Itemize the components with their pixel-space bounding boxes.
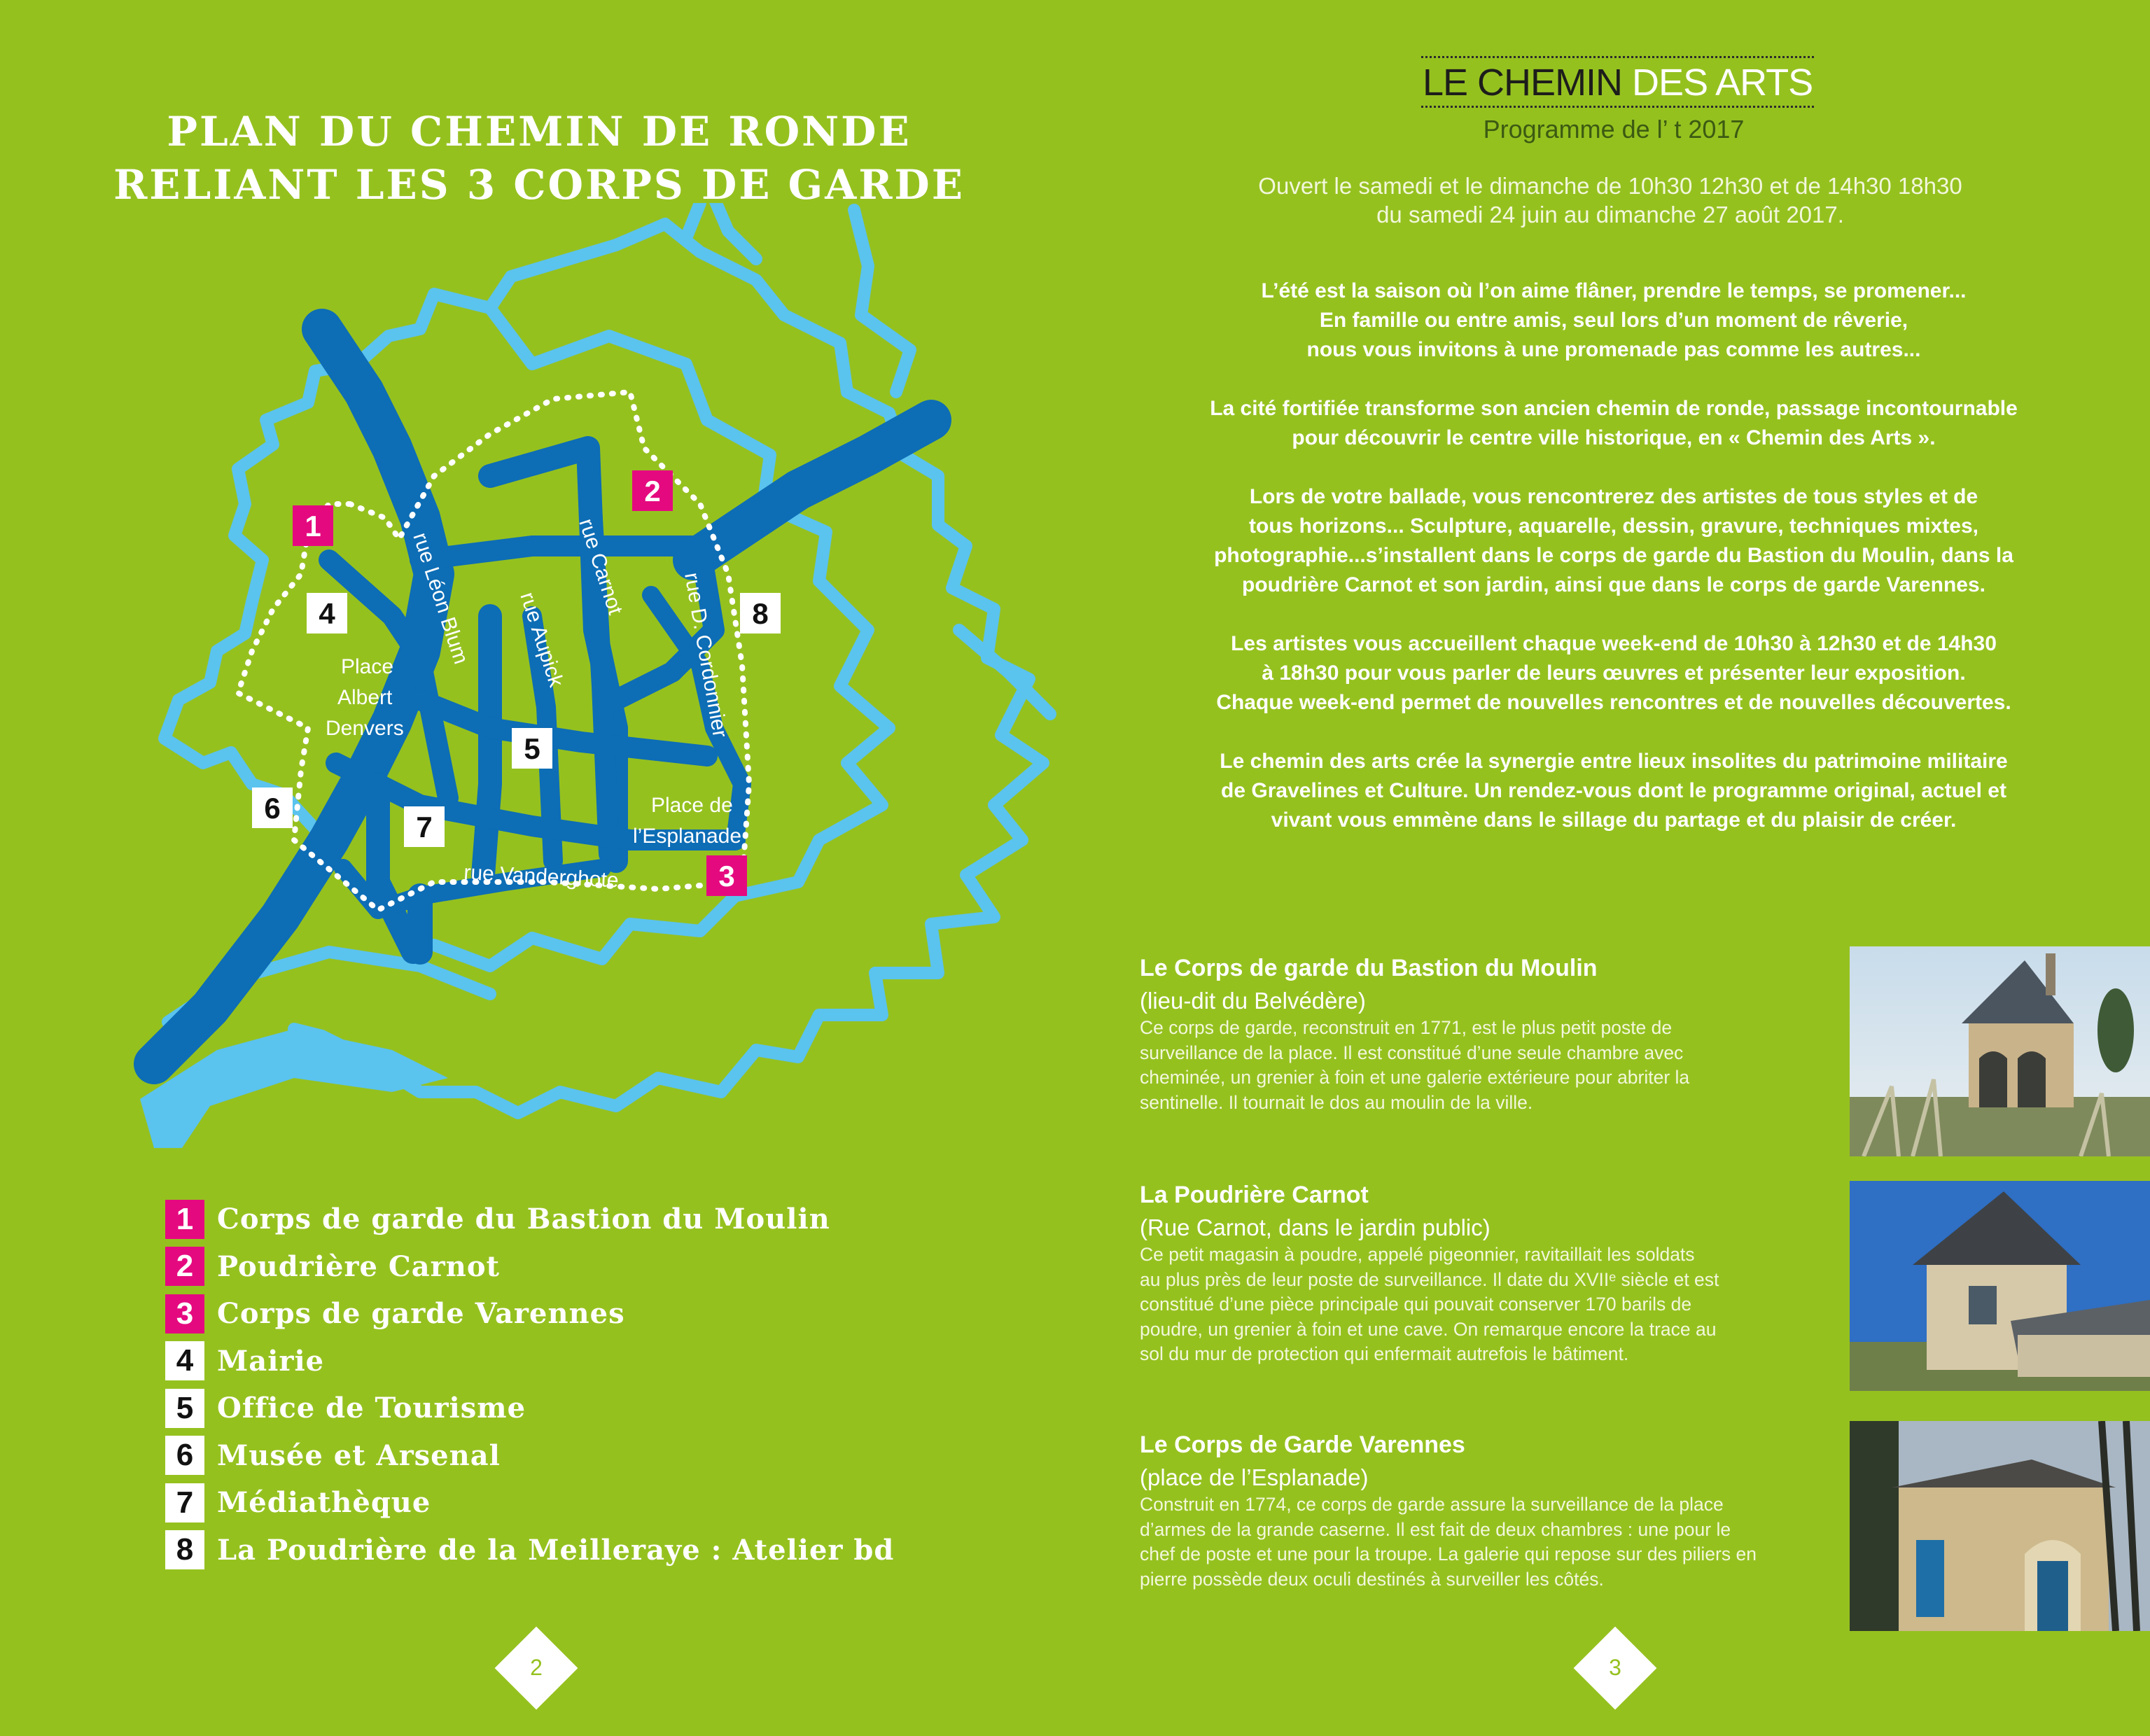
map-legend — [165, 1196, 894, 1574]
legend-number-2: 2 — [165, 1247, 204, 1286]
brand-title-part2: DES ARTS — [1622, 62, 1813, 104]
legend-number-5: 5 — [165, 1389, 204, 1428]
text-line: d’armes de la grande caserne. Il est fait de deux chambres : une pour le — [1140, 1518, 1731, 1540]
text-line: tous horizons... Sculpture, aquarelle, dessin, gravure, techniques mixtes, — [1249, 514, 1978, 538]
legend-label-6: Musée et Arsenal — [217, 1438, 501, 1472]
section-title: Le Corps de Garde Varennes — [1140, 1432, 1465, 1458]
section-body — [1140, 1242, 1812, 1367]
opening-hours — [1155, 172, 2065, 229]
text-line: Les artistes vous accueillent chaque week-end de 10h30 à 12h30 et de 14h30 — [1231, 632, 1997, 655]
text-line: nous vous invitons à une promenade pas comme les autres... — [1306, 338, 1921, 361]
brand-subtitle: Programme de l’ t 2017 — [1483, 115, 1745, 144]
map-marker-8 — [740, 593, 781, 634]
section-subtitle: (Rue Carnot, dans le jardin public) — [1140, 1214, 1491, 1240]
map-title-line2: RELIANT LES 3 CORPS DE GARDE — [113, 161, 965, 209]
intro-paragraph-5 — [1134, 747, 2093, 835]
label-place-esplanade-1: Place de — [651, 794, 733, 817]
section-title: Le Corps de garde du Bastion du Moulin — [1140, 955, 1598, 981]
svg-text:2: 2 — [644, 475, 661, 507]
svg-text:5: 5 — [524, 732, 540, 765]
photo-poudriere-carnot — [1850, 1181, 2150, 1391]
section-corps-garde-varennes — [1140, 1432, 1812, 1592]
legend-item-2 — [165, 1243, 894, 1291]
label-place-esplanade-2: l’Esplanade — [633, 825, 742, 848]
text-line: Ce petit magasin à poudre, appelé pigeonnier, ravitaillait les soldats — [1140, 1244, 1695, 1265]
section-subtitle: (place de l’Esplanade) — [1140, 1464, 1369, 1490]
legend-item-8 — [165, 1527, 894, 1574]
label-rue-cordonnier: rue D. Cordonnier — [680, 570, 732, 740]
svg-text:3: 3 — [718, 860, 735, 892]
text-line: L’été est la saison où l’on aime flâner, prendre le temps, se promener... — [1261, 279, 1967, 302]
intro-paragraph-1 — [1134, 276, 2093, 365]
text-line: photographie...s’installent dans le corps de garde du Bastion du Moulin, dans la — [1214, 544, 2013, 567]
map-marker-4 — [307, 593, 347, 634]
text-line: pierre possède deux oculi destinés à surveiller les côtés. — [1140, 1568, 1604, 1590]
city-map — [105, 203, 1085, 1197]
label-rue-leon-blum: rue Léon Blum — [408, 529, 473, 667]
text-line: Le chemin des arts crée la synergie entre lieux insolites du patrimoine militaire — [1220, 750, 2008, 773]
svg-text:8: 8 — [752, 597, 769, 630]
text-line: constitué d’une pièce principale qui pouvait conserver 170 barils de — [1140, 1294, 1692, 1315]
legend-item-1 — [165, 1196, 894, 1243]
legend-item-5 — [165, 1385, 894, 1432]
legend-label-8: La Poudrière de la Meilleraye : Atelier bd — [217, 1533, 895, 1567]
map-marker-7 — [404, 806, 445, 847]
legend-number-6: 6 — [165, 1436, 204, 1475]
text-line: sol du mur de protection qui enfermait autrefois le bâtiment. — [1140, 1343, 1629, 1364]
text-line: poudre, un grenier à foin et une cave. On remarque encore la trace au — [1140, 1318, 1717, 1340]
section-poudriere-carnot — [1140, 1182, 1812, 1367]
text-line: surveillance de la place. Il est constitué d’une seule chambre avec — [1140, 1042, 1684, 1063]
legend-label-2: Poudrière Carnot — [217, 1250, 500, 1283]
text-line: de Gravelines et Culture. Un rendez-vous dont le programme original, actuel et — [1221, 779, 2006, 802]
photo-corps-garde-varennes — [1850, 1421, 2150, 1631]
legend-item-7 — [165, 1479, 894, 1527]
map-marker-3 — [706, 855, 747, 896]
section-bastion-moulin — [1140, 955, 1812, 1115]
brand-header — [1421, 56, 1813, 144]
map-marker-6 — [252, 788, 293, 828]
map-marker-1 — [293, 505, 333, 546]
svg-text:6: 6 — [264, 792, 281, 825]
text-line: au plus près de leur poste de surveillance. Il date du XVIIᵉ siècle et est — [1140, 1268, 1719, 1290]
legend-label-5: Office de Tourisme — [217, 1392, 526, 1425]
label-place-albert-3: Denvers — [326, 717, 404, 740]
intro-paragraph-3 — [1134, 482, 2093, 600]
map-title — [84, 105, 994, 211]
page-number-left: 2 — [530, 1655, 543, 1680]
text-line: Ce corps de garde, reconstruit en 1771, est le plus petit poste de — [1140, 1017, 1673, 1038]
legend-label-4: Mairie — [217, 1344, 325, 1378]
legend-number-7: 7 — [165, 1483, 204, 1522]
text-line: cheminée, un grenier à foin et une galerie extérieure pour abriter la — [1140, 1067, 1690, 1088]
text-line: chef de poste et une pour la troupe. La galerie qui repose sur des piliers en — [1140, 1544, 1757, 1564]
section-subtitle: (lieu-dit du Belvédère) — [1140, 988, 1366, 1014]
text-line: sentinelle. Il tournait le dos au moulin de la ville. — [1140, 1091, 1533, 1113]
text-line: Lors de votre ballade, vous rencontrerez des artistes de tous styles et de — [1249, 485, 1978, 508]
map-marker-5 — [512, 728, 552, 769]
photo-bastion-moulin — [1850, 946, 2150, 1156]
intro-text — [1134, 276, 2093, 864]
opening-line-1: Ouvert le samedi et le dimanche de 10h30 12h30 et de 14h30 18h30 — [1258, 173, 1962, 199]
page-number-right: 3 — [1609, 1655, 1621, 1680]
label-place-albert-2: Albert — [337, 686, 393, 709]
text-line: poudrière Carnot et son jardin, ainsi que dans le corps de garde Varennes. — [1242, 573, 1985, 596]
svg-text:1: 1 — [305, 510, 321, 542]
text-line: vivant vous emmène dans le sillage du partage et du plaisir de créer. — [1271, 808, 1957, 832]
opening-line-2: du samedi 24 juin au dimanche 27 août 2017. — [1376, 202, 1844, 227]
intro-paragraph-2 — [1134, 394, 2093, 453]
text-line: Construit en 1774, ce corps de garde assure la surveillance de la place — [1140, 1494, 1724, 1515]
text-line: En famille ou entre amis, seul lors d’un moment de rêverie, — [1319, 309, 1908, 332]
legend-item-4 — [165, 1338, 894, 1385]
legend-number-4: 4 — [165, 1341, 204, 1380]
svg-text:7: 7 — [416, 811, 433, 844]
legend-label-1: Corps de garde du Bastion du Moulin — [217, 1203, 830, 1236]
text-line: pour découvrir le centre ville historique, en « Chemin des Arts ». — [1292, 426, 1936, 449]
label-rue-vanderghote: rue Vanderghote — [463, 861, 620, 892]
legend-number-3: 3 — [165, 1294, 204, 1334]
map-marker-2 — [632, 470, 673, 511]
svg-text:4: 4 — [319, 597, 335, 630]
section-body — [1140, 1492, 1812, 1592]
section-body — [1140, 1016, 1812, 1115]
map-title-line1: PLAN DU CHEMIN DE RONDE — [167, 108, 912, 155]
legend-item-3 — [165, 1290, 894, 1338]
text-line: La cité fortifiée transforme son ancien chemin de ronde, passage incontournable — [1210, 397, 2018, 420]
label-rue-carnot: rue Carnot — [574, 515, 627, 617]
intro-paragraph-4 — [1134, 629, 2093, 718]
label-rue-aupick: rue Aupick — [515, 589, 568, 690]
brand-title — [1421, 56, 1814, 108]
text-line: à 18h30 pour vous parler de leurs œuvres et présenter leur exposition. — [1262, 662, 1966, 685]
brand-title-part1: LE CHEMIN — [1423, 62, 1623, 104]
section-title: La Poudrière Carnot — [1140, 1182, 1369, 1208]
label-place-albert-1: Place — [341, 655, 394, 678]
legend-label-7: Médiathèque — [217, 1486, 431, 1520]
legend-number-1: 1 — [165, 1200, 204, 1239]
legend-label-3: Corps de garde Varennes — [217, 1297, 625, 1331]
text-line: Chaque week-end permet de nouvelles rencontres et de nouvelles découvertes. — [1216, 691, 2011, 714]
legend-number-8: 8 — [165, 1530, 204, 1569]
legend-item-6 — [165, 1432, 894, 1480]
